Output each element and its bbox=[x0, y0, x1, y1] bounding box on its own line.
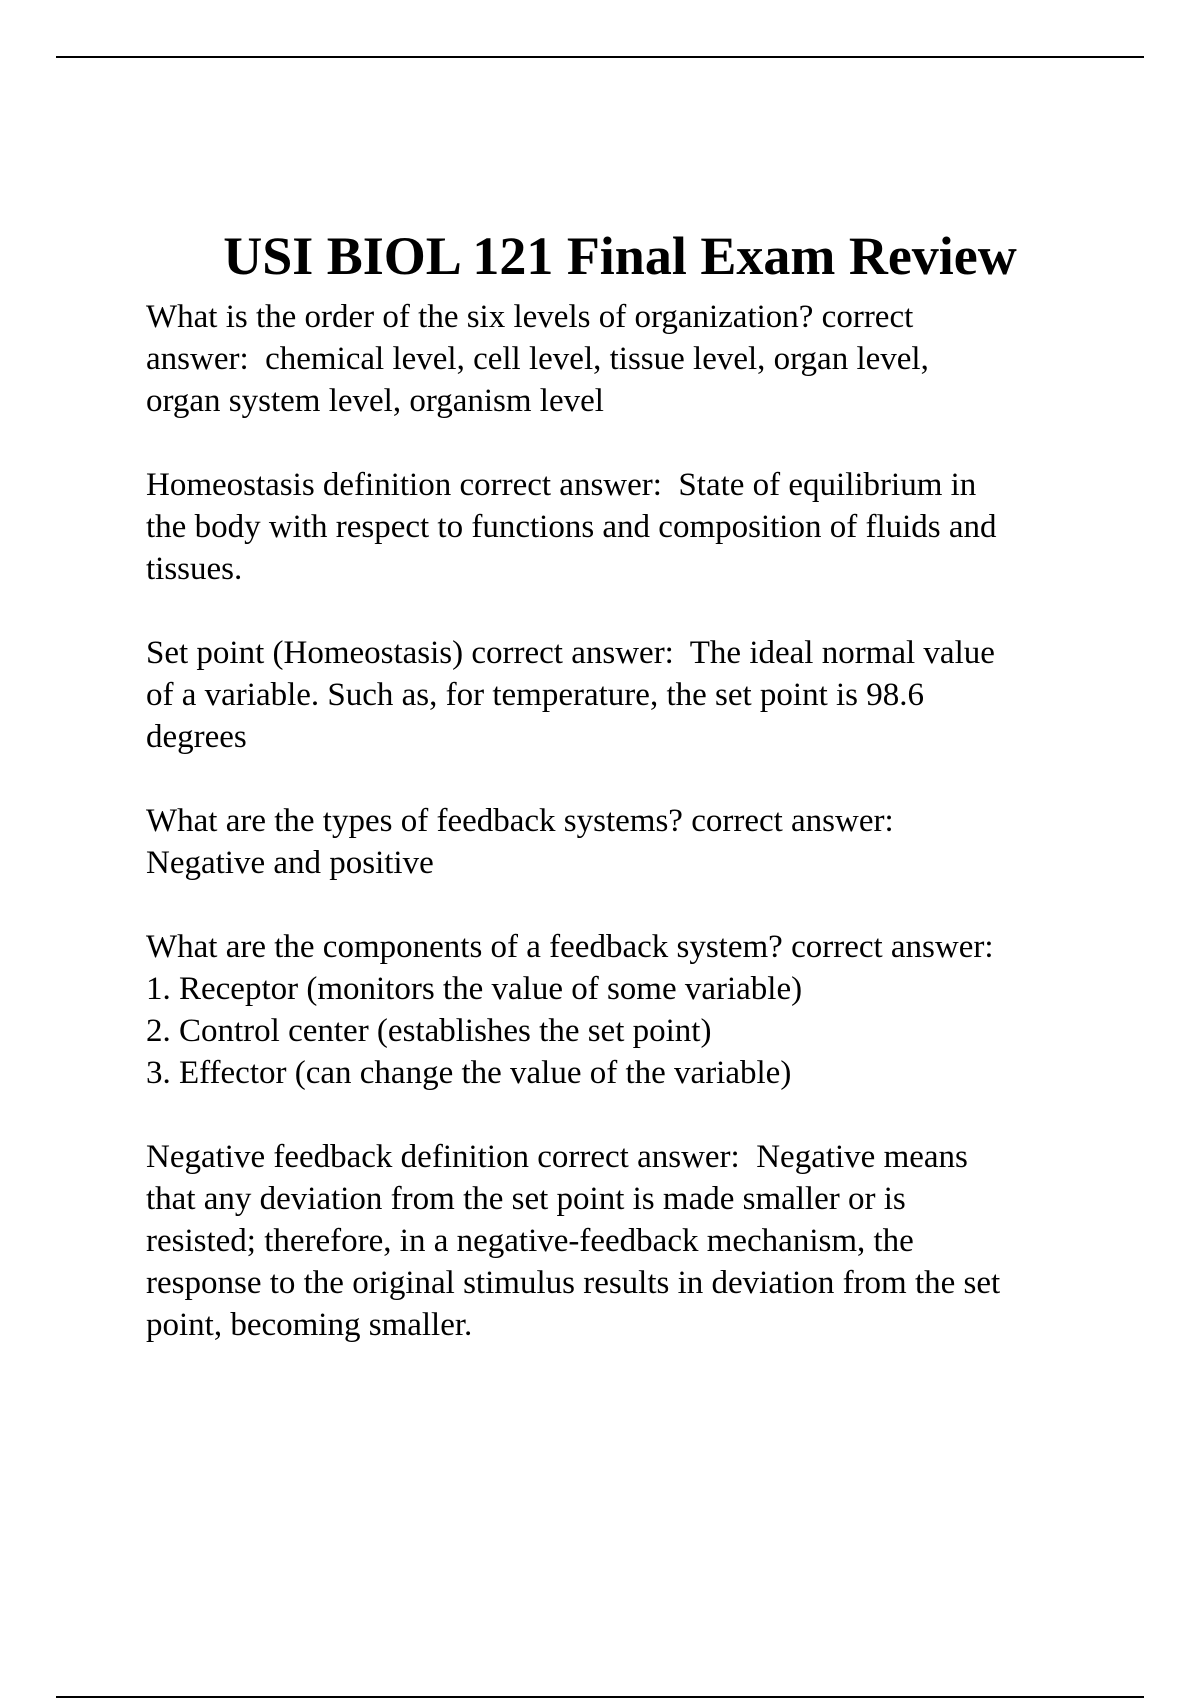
top-rule bbox=[56, 56, 1144, 58]
review-content bbox=[146, 296, 1106, 1346]
entry-line: the body with respect to functions and composition of fluids and bbox=[146, 509, 997, 545]
entry-line: 3. Effector (can change the value of the variable) bbox=[146, 1055, 792, 1091]
entry-line: What are the components of a feedback system? correct answer: bbox=[146, 929, 994, 965]
entry-line: answer: chemical level, cell level, tissue level, organ level, bbox=[146, 341, 929, 377]
entry-line: 2. Control center (establishes the set point) bbox=[146, 1013, 712, 1049]
entry-line: degrees bbox=[146, 719, 247, 755]
entry-line: response to the original stimulus results in deviation from the set bbox=[146, 1265, 1001, 1301]
entry-line: resisted; therefore, in a negative-feedback mechanism, the bbox=[146, 1223, 914, 1259]
qa-entry bbox=[146, 296, 1106, 422]
qa-entry bbox=[146, 800, 1106, 884]
entry-line: point, becoming smaller. bbox=[146, 1307, 473, 1343]
entry-line: tissues. bbox=[146, 551, 243, 587]
bottom-rule bbox=[56, 1696, 1144, 1698]
qa-entry bbox=[146, 1136, 1106, 1346]
qa-entry bbox=[146, 632, 1106, 758]
entry-line: Negative feedback definition correct answer: Negative means bbox=[146, 1139, 968, 1175]
entry-line: organ system level, organism level bbox=[146, 383, 604, 419]
entry-line: that any deviation from the set point is made smaller or is bbox=[146, 1181, 906, 1217]
qa-entry bbox=[146, 464, 1106, 590]
entry-line: What is the order of the six levels of organization? correct bbox=[146, 299, 914, 335]
entry-line: Homeostasis definition correct answer: State of equilibrium in bbox=[146, 467, 977, 503]
page-title: USI BIOL 121 Final Exam Review bbox=[223, 226, 1017, 287]
entry-line: of a variable. Such as, for temperature, the set point is 98.6 bbox=[146, 677, 925, 713]
entry-line: Set point (Homeostasis) correct answer: The ideal normal value bbox=[146, 635, 995, 671]
entry-line: What are the types of feedback systems? correct answer: bbox=[146, 803, 894, 839]
qa-entry bbox=[146, 926, 1106, 1094]
entry-line: 1. Receptor (monitors the value of some variable) bbox=[146, 971, 803, 1007]
entry-line: Negative and positive bbox=[146, 845, 434, 881]
